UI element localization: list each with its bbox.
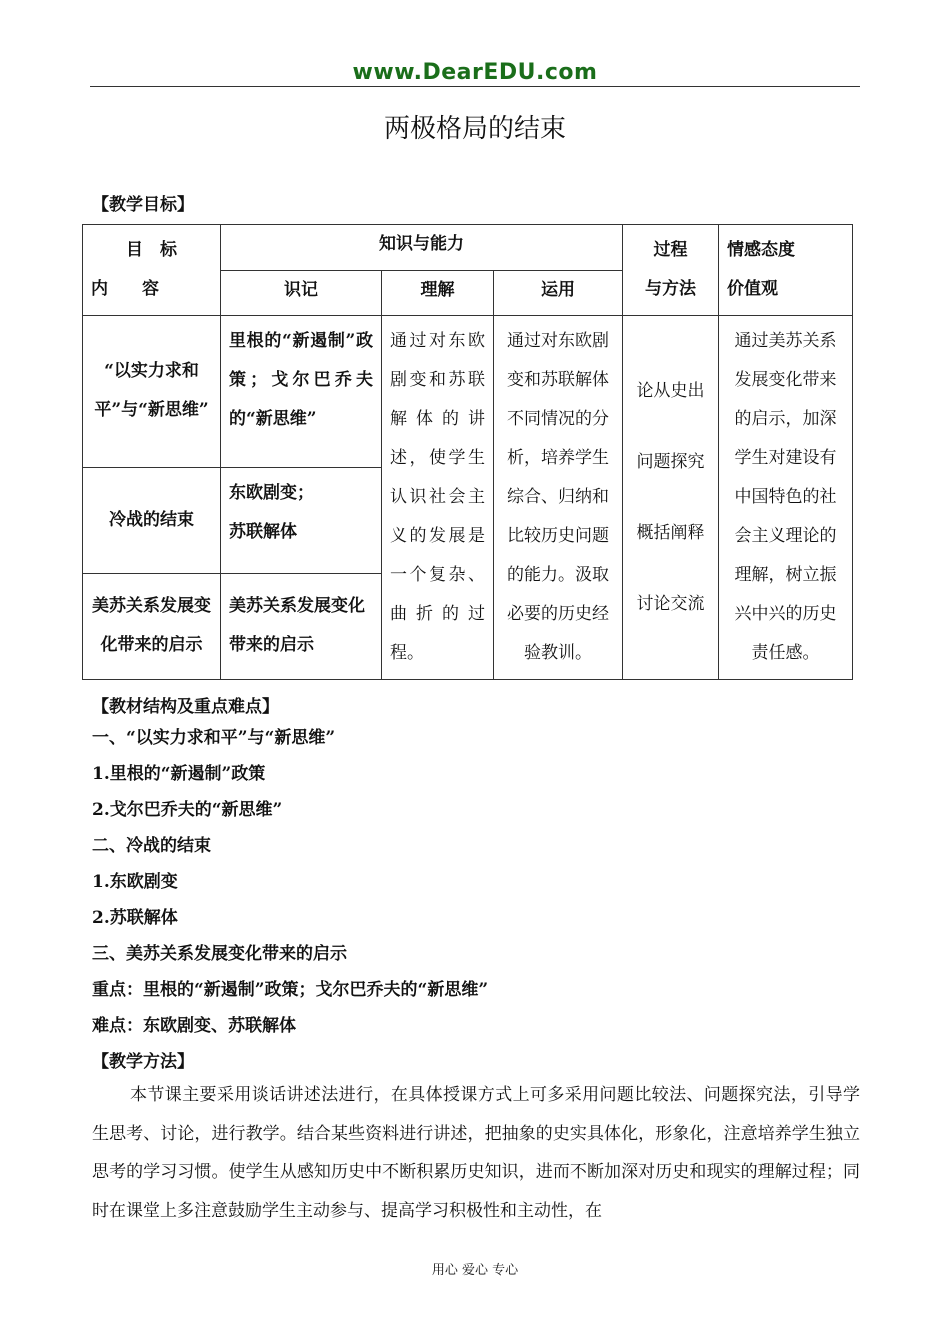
header-emotion: 情感态度 价值观 xyxy=(719,225,853,316)
method-item: 概括阐释 xyxy=(636,522,705,543)
corner-top: 目 标 xyxy=(126,240,177,260)
remember-cell: 里根的“新遏制”政策；戈尔巴乔夫的“新思维” xyxy=(221,316,382,468)
header-knowledge: 知识与能力 xyxy=(221,225,623,271)
topic-cell: 冷战的结束 xyxy=(83,467,221,573)
outline-item: 二、冷战的结束 xyxy=(92,836,211,856)
page-footer: 用心 爱心 专心 xyxy=(431,1263,519,1278)
topic-cell: 美苏关系发展变化带来的启示 xyxy=(83,573,221,679)
corner-bottom: 内 容 xyxy=(91,279,159,299)
section-heading-goals: 【教学目标】 xyxy=(92,195,194,215)
remember-cell: 东欧剧变； 苏联解体 xyxy=(221,467,382,573)
goals-table xyxy=(82,224,853,680)
table-row xyxy=(83,316,853,468)
subheader-understand: 理解 xyxy=(382,270,494,316)
outline-item: 一、“以实力求和平”与“新思维” xyxy=(92,728,336,748)
topic-cell: “以实力求和平”与“新思维” xyxy=(83,316,221,468)
table-row xyxy=(83,225,853,271)
header-rule xyxy=(90,86,860,87)
section-heading-method: 【教学方法】 xyxy=(92,1052,194,1072)
key-point: 重点：里根的“新遏制”政策；戈尔巴乔夫的“新思维” xyxy=(92,980,489,1000)
header-process: 过程 与方法 xyxy=(623,225,719,316)
outline-item: 2.苏联解体 xyxy=(92,908,178,928)
outline-item: 三、美苏关系发展变化带来的启示 xyxy=(92,944,347,964)
section-heading-structure: 【教材结构及重点难点】 xyxy=(92,697,279,717)
corner-cell xyxy=(83,225,221,316)
subheader-apply: 运用 xyxy=(494,270,623,316)
difficult-point: 难点：东欧剧变、苏联解体 xyxy=(92,1016,296,1036)
methods-cell xyxy=(623,316,719,680)
method-item: 问题探究 xyxy=(636,451,705,472)
header-banner xyxy=(90,58,860,90)
apply-cell: 通过对东欧剧变和苏联解体不同情况的分析，培养学生综合、归纳和比较历史问题的能力。汲取必要的历史经验教训。 xyxy=(494,316,623,680)
values-cell: 通过美苏关系发展变化带来的启示，加深学生对建设有中国特色的社会主义理论的理解，树立振兴中兴的历史责任感。 xyxy=(719,316,853,680)
site-logo: www.DearEDU.com xyxy=(352,60,598,85)
outline-item: 1.里根的“新遏制”政策 xyxy=(92,764,266,784)
understand-cell: 通过对东欧剧变和苏联解体的讲述，使学生认识社会主义的发展是一个复杂、曲折的过程。 xyxy=(382,316,494,680)
method-paragraph: 本节课主要采用谈话讲述法进行，在具体授课方式上可多采用问题比较法、问题探究法，引导学生思考、讨论，进行教学。结合某些资料进行讲述，把抽象的史实具体化，形象化，注意培养学生独立思考的学习习惯。使学生从感知历史中不断积累历史知识，进而不断加深对历史和现实的理解过程；同时在课堂上多注意鼓励学生主动参与、提高学习积极性和主动性，在 xyxy=(92,1085,860,1221)
outline-item: 1.东欧剧变 xyxy=(92,872,178,892)
method-item: 讨论交流 xyxy=(636,593,705,614)
page-title: 两极格局的结束 xyxy=(383,114,566,144)
subheader-remember: 识记 xyxy=(221,270,382,316)
outline-item: 2.戈尔巴乔夫的“新思维” xyxy=(92,800,283,820)
outline-list xyxy=(92,720,488,1044)
method-item: 论从史出 xyxy=(636,380,705,401)
remember-cell: 美苏关系发展变化带来的启示 xyxy=(221,573,382,679)
